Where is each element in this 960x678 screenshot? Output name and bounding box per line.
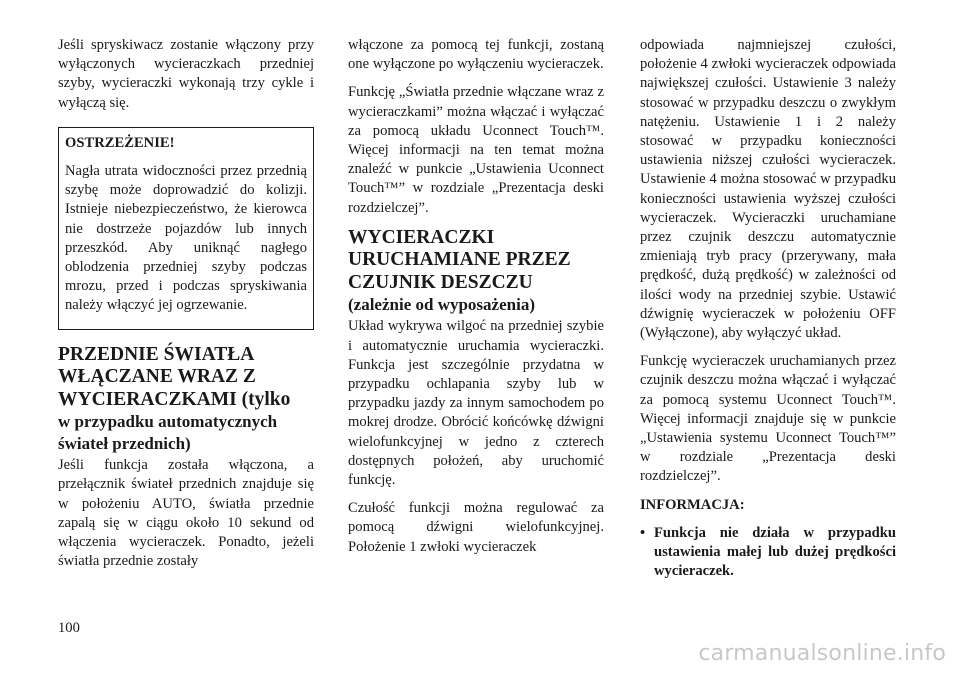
rain-sensor-paragraph: Układ wykrywa wilgoć na przedniej szybie i automatycznie uruchamia wycieraczki. Funkcja jest szczególnie przydatna w przypadku ochlapania szyby lub w przypadku jazdy za innym samochodem po mokrej drodze. Obrócić końcówkę dźwigni wielofunkcyjnej w jedno z czterech dostępnych położeń, aby uruchomić funkcję. bbox=[348, 318, 604, 488]
section-heading-rain-sensor: WYCIERACZKI URUCHAMIANE PRZEZ CZUJNIK DESZCZU bbox=[348, 226, 571, 293]
column-3 bbox=[640, 36, 896, 581]
headlights-continued-paragraph: włączone za pomocą tej funkcji, zostaną one wyłączone po wyłączeniu wycieraczek. bbox=[348, 37, 604, 73]
section-subheading-headlights: w przypadku automatycznych świateł przednich) bbox=[58, 412, 278, 454]
info-list bbox=[640, 524, 896, 582]
info-list-item bbox=[640, 524, 896, 582]
watermark: carmanualsonline.info bbox=[698, 641, 946, 666]
page-number: 100 bbox=[58, 620, 80, 636]
column-1 bbox=[58, 36, 314, 580]
sensitivity-continued-paragraph: odpowiada najmniejszej czułości, położenie 4 zwłoki wycieraczek odpowiada największej czułości. Ustawienie 3 należy stosować w przypadku deszczu o zwykłym natężeniu. Ustawienie 1 i 2 należy stosować w przypadku konieczności ustawienia niższej czułości wycieraczek. Ustawienie 4 można stosować w przypadku konieczności ustawienia wyższej czułości wycieraczek. Wycieraczki uruchamiane przez czujnik deszczu automatycznie zmieniają tryb pracy (przerywany, mała prędkość, dużą prędkość) w zależności od ilości wody na przedniej szybie. Ustawić dźwignię wycieraczek w położeniu OFF (Wyłączone), aby wyłączyć układ. bbox=[640, 37, 896, 342]
warning-title: OSTRZEŻENIE! bbox=[65, 134, 175, 151]
headlights-paragraph: Jeśli funkcja została włączona, a przełącznik świateł przednich znajduje się w położeniu AUTO, światła przednie zapalą się w ciągu około 10 sekund od włączenia wycieraczek. Ponadto, jeżeli światła przednie zostały bbox=[58, 457, 314, 570]
warning-box bbox=[58, 127, 314, 330]
info-item-text: Funkcja nie działa w przypadku ustawienia małej lub dużej prędkości wycieraczek. bbox=[654, 524, 896, 580]
info-title: INFORMACJA: bbox=[640, 496, 745, 513]
sensitivity-paragraph: Czułość funkcji można regulować za pomocą dźwigni wielofunkcyjnej. Położenie 1 zwłoki wycieraczek bbox=[348, 500, 604, 555]
rain-sensor-uconnect-paragraph: Funkcję wycieraczek uruchamianych przez czujnik deszczu można włączać i wyłączać za pomocą systemu Uconnect Touch™. Więcej informacji znajduje się w punkcie „Ustawienia systemu Uconnect Touch™” w rozdziale „Prezentacja deski rozdzielczej”. bbox=[640, 353, 896, 485]
column-2 bbox=[348, 36, 604, 566]
warning-text: Nagła utrata widoczności przez przednią szybę może doprowadzić do kolizji. Istnieje niebezpieczeństwo, że kierowca nie dostrzeże pojazdów lub innych przeszkód. Aby uniknąć nagłego oblodzenia przedniej szyby podczas mrozu, przed i podczas spryskiwania należy włączyć jej ogrzewanie. bbox=[65, 163, 307, 314]
section-subheading-rain-sensor: (zależnie od wyposażenia) bbox=[348, 295, 535, 315]
headlights-uconnect-paragraph: Funkcję „Światła przednie włączane wraz z wycieraczkami” można włączać i wyłączać za pomocą układu Uconnect Touch™. Więcej informacji na ten temat można znaleźć w punkcie „Ustawienia Uconnect Touch™” w rozdziale „Prezentacja deski rozdzielczej”. bbox=[348, 84, 604, 216]
bullet-icon: • bbox=[640, 524, 646, 541]
intro-paragraph: Jeśli spryskiwacz zostanie włączony przy wyłączonych wycieraczkach przedniej szyby, wycieraczki wykonają trzy cykle i wyłączą się. bbox=[58, 37, 314, 111]
section-heading-headlights: PRZEDNIE ŚWIATŁA WŁĄCZANE WRAZ Z WYCIERACZKAMI (tylko bbox=[58, 343, 291, 410]
